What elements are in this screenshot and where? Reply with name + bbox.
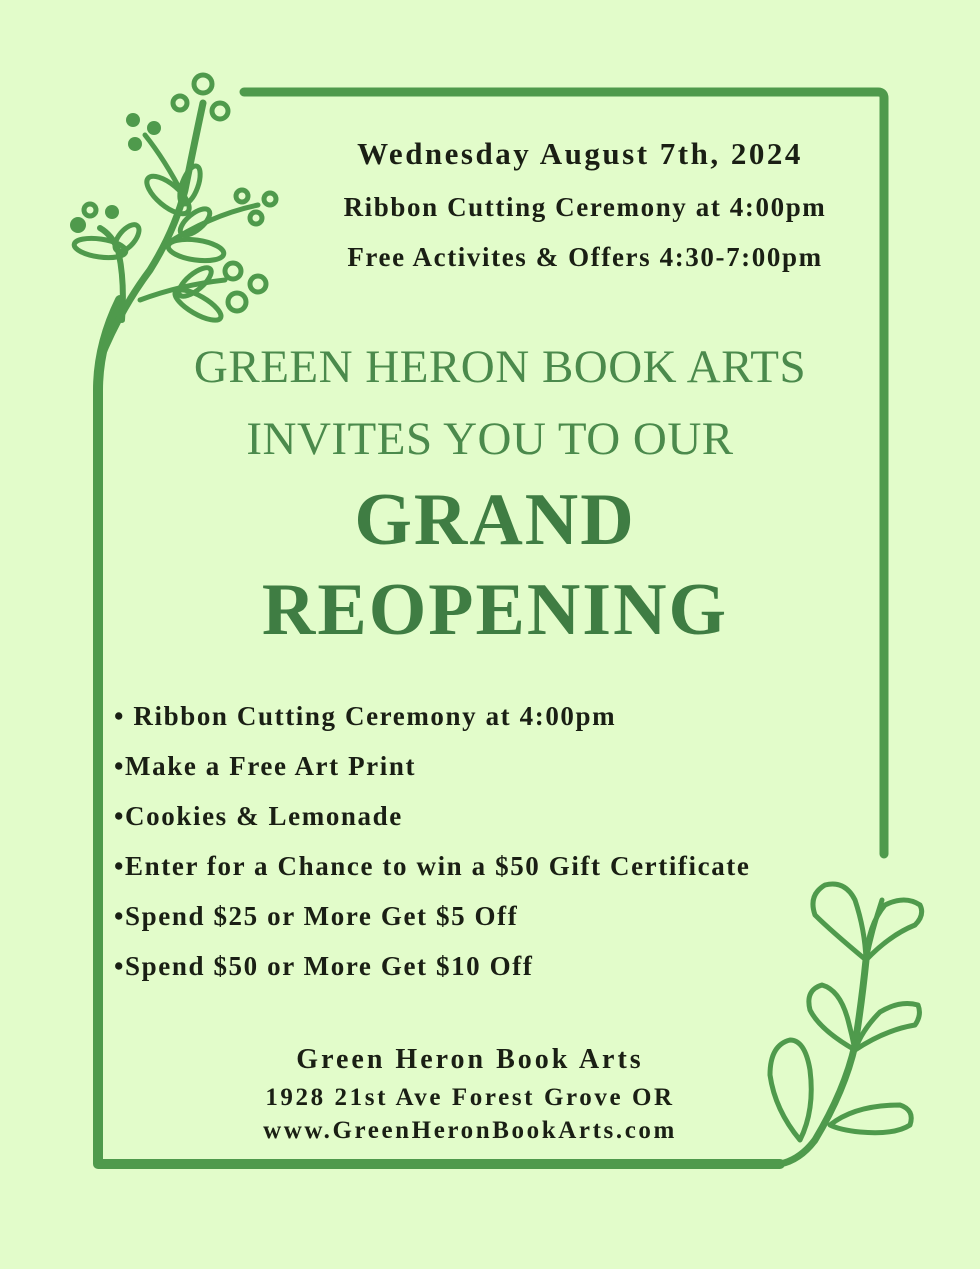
list-item: •Cookies & Lemonade [114, 801, 403, 831]
list-item: •Spend $50 or More Get $10 Off [114, 951, 534, 981]
business-name: Green Heron Book Arts [296, 1044, 644, 1075]
ribbon-cutting-time: Ribbon Cutting Ceremony at 4:00pm [343, 192, 827, 222]
website-link[interactable]: www.GreenHeronBookArts.com [263, 1117, 677, 1144]
headline-invite: INVITES YOU TO OUR [246, 413, 734, 465]
highlights-list [114, 694, 751, 994]
list-item: •Enter for a Chance to win a $50 Gift Certificate [114, 851, 751, 881]
business-address: 1928 21st Ave Forest Grove OR [265, 1084, 675, 1111]
title-grand: GRAND [354, 479, 636, 561]
title-reopening: REOPENING [261, 569, 729, 651]
event-date: Wednesday August 7th, 2024 [357, 136, 803, 171]
list-item: • Ribbon Cutting Ceremony at 4:00pm [114, 701, 617, 731]
headline-org: GREEN HERON BOOK ARTS [193, 341, 807, 393]
list-item: •Make a Free Art Print [114, 751, 417, 781]
activities-time: Free Activites & Offers 4:30-7:00pm [347, 242, 823, 272]
list-item: •Spend $25 or More Get $5 Off [114, 901, 519, 931]
